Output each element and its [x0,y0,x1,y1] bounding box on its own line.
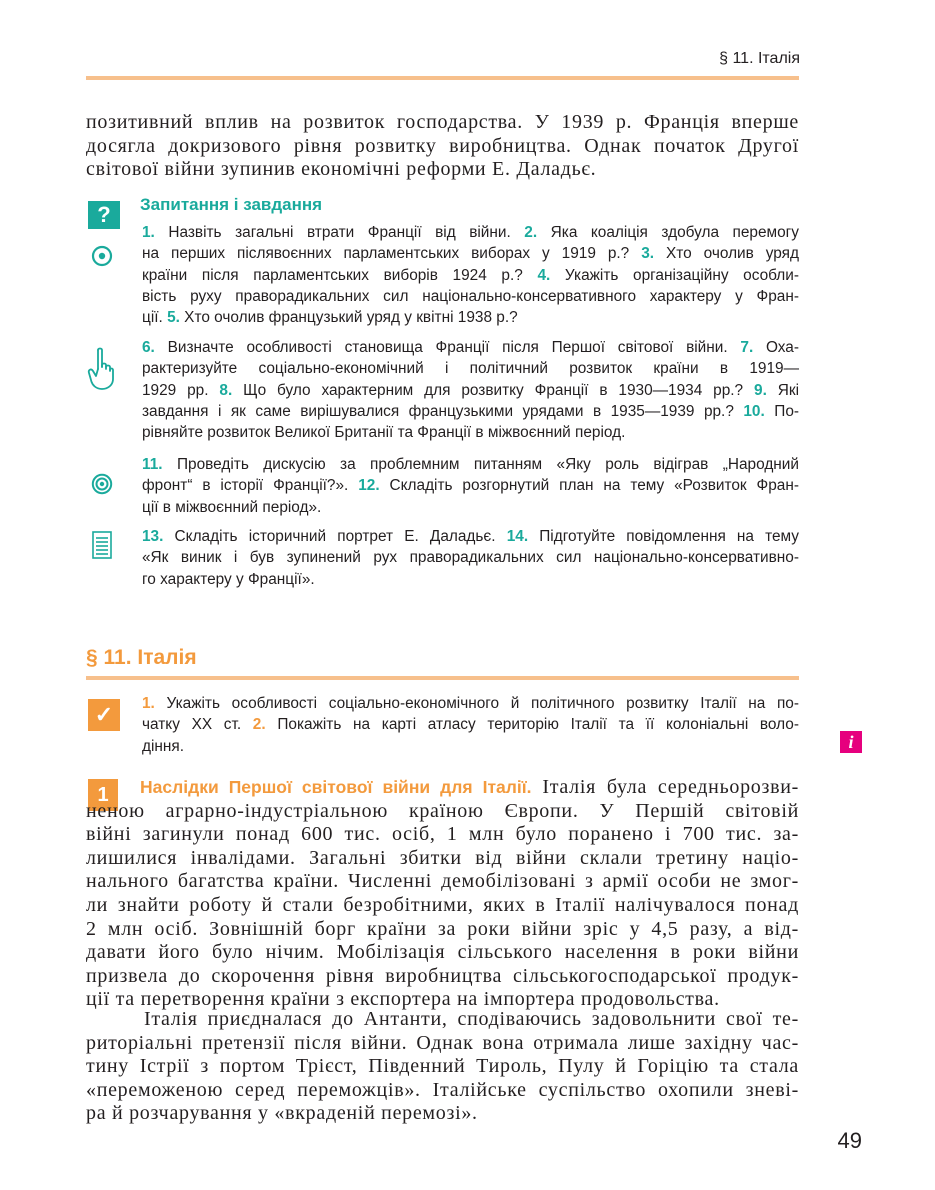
text-line: ції та перетворення країни з експортера на імпортера продовольства. [86,988,720,1011]
section-rule [86,676,799,680]
question-text: чатку XX ст. [142,716,253,734]
question-line [142,401,799,422]
question-line [142,475,799,496]
question-line [142,526,799,547]
question-text: Укажіть особливості соціально-економічного й політичного розвитку Італії на по- [154,695,799,712]
page-number: 49 [837,1128,862,1153]
point-title: Наслідки Першої світової війни для Італії. [140,777,532,797]
questions-block-4 [142,526,799,590]
question-number: 6. [142,339,155,356]
question-line [142,714,799,735]
question-line [142,736,799,757]
question-text: країни після парламентських виборів 1924 р.? [142,266,538,284]
question-text: фронт“ в історії Франції?». [142,477,359,495]
question-line [142,307,799,328]
question-text: вість руху праворадикальних сил національно-консервативного характеру у Фран- [142,287,799,305]
question-number: 2. [524,224,538,241]
question-text: ції. [142,309,168,327]
question-number: 2. [252,716,266,734]
text-line: Італія приєдналася до Антанти, сподіваючись задовольнити свої те- [144,1008,799,1030]
question-text: рівняйте розвиток Великої Британії та Франції в міжвоєнний період. [142,424,626,442]
text-line: неною аграрно-індустріальною країною Європи. У Першій світовій [86,799,799,822]
question-text: 1929 рр. [142,381,220,399]
question-number: 12. [358,477,380,495]
text-line: світової війни зупинив економічні реформи Е. Даладьє. [86,158,597,181]
pre-questions [142,693,799,757]
question-line [142,454,799,475]
questions-block-1 [142,222,799,328]
target-dot-icon [90,244,114,268]
question-text: Яка коаліція здобула перемогу [537,224,799,241]
question-line [142,422,799,443]
question-text: Покажіть на карті атласу територію Італії та її колоніальні воло- [265,716,799,734]
question-text: Хто очолив французький уряд у квітні 1938 р.? [179,309,518,327]
question-text: го характеру у Франції». [142,570,315,588]
question-number: 5. [167,309,180,327]
question-number: 9. [754,381,767,399]
question-text: Назвіть загальні втрати Франції від війни. [154,224,525,241]
concentric-circle-icon [90,472,114,496]
question-number: 4. [537,266,551,284]
text-line: давати його було нічим. Мобілізація сільського населення в роки війни [86,941,799,964]
point-first-line-rest: Італія була середньорозви- [531,776,800,798]
questions-heading: Запитання і завдання [140,195,323,214]
question-line [142,569,799,590]
question-number: 3. [641,245,655,263]
question-text: Хто очолив уряд [654,245,800,263]
question-text: рактеризуйте соціально-економічний і політичний розвиток країни в 1919— [142,360,799,378]
question-text: Які [766,381,800,399]
section-paragraph-2 [86,1008,799,1126]
running-head: § 11. Італія [719,50,800,67]
question-text: завдання і як саме вирішувалися французькими урядами в 1935—1939 рр.? [142,402,744,420]
questions-block-2 [142,337,799,443]
question-line [142,337,799,358]
question-number: 14. [506,528,529,545]
question-line [142,243,799,264]
check-icon: ✓ [88,699,120,731]
question-line [142,693,799,714]
question-number: 7. [740,339,754,356]
question-line [142,222,799,243]
question-number: 11. [142,456,163,473]
text-line: тину Істрії з портом Трієст, Південний Тироль, Пулу й Горіцію та стала [86,1055,799,1078]
text-line: ра й розчарування у «вкраденій перемозі». [86,1102,478,1125]
question-line [142,380,799,401]
question-text: Проведіть дискусію за проблемним питанням «Яку роль відіграв „Народний [162,456,799,473]
question-text: По- [764,402,799,420]
question-text: на перших післявоєнних парламентських виборах у 1919 р.? [142,245,642,263]
point-number-badge: 1 [88,779,118,811]
text-line: лишилися інвалідами. Загальні збитки від війни склали третину націо- [86,846,799,869]
question-mark-icon: ? [88,201,120,229]
question-text: ції в міжвоєнний період». [142,498,322,516]
question-text: Укажіть організаційну особли- [550,266,799,284]
question-number: 8. [219,381,233,399]
question-number: 13. [142,528,164,545]
question-text: Оха- [753,339,799,356]
question-line [142,358,799,379]
text-line: призвела до скорочення рівня виробництва сільськогосподарської продук- [86,964,799,987]
question-line [142,497,799,518]
info-icon[interactable]: i [840,731,862,753]
question-text: Визначте особливості становища Франції після Першої світової війни. [154,339,741,356]
question-text: Підготуйте повідомлення на тему [528,528,799,545]
question-number: 1. [142,695,155,712]
hand-point-icon [86,346,116,392]
header-rule [86,76,799,80]
text-line: позитивний вплив на розвиток господарства. У 1939 р. Франція вперше [86,111,799,133]
question-text: Що було характерним для розвитку Франції в 1930—1934 рр.? [232,381,755,399]
text-line: 2 млн осіб. Зовнішній борг країни за роки війни зріс у 4,5 разу, а від- [86,917,799,940]
text-line: «переможеною серед переможців». Італійське суспільство охопили зневі- [86,1078,799,1101]
text-line: війні загинули понад 600 тис. осіб, 1 млн було поранено і 700 тис. за- [86,823,799,846]
intro-paragraph [86,111,799,182]
question-text: Складіть розгорнутий план на тему «Розвиток Фран- [379,477,799,495]
question-number: 1. [142,224,155,241]
section-title: § 11. Італія [86,646,197,669]
question-line [142,286,799,307]
question-text: Складіть історичний портрет Е. Даладьє. [163,528,507,545]
question-number: 10. [743,402,765,420]
text-line: досягла докризового рівня розвитку виробництва. Однак початок Другої [86,134,799,157]
text-line: нального багатства країни. Численні демобілізовані з армії особи не змог- [86,870,799,893]
point-first-line [86,776,799,800]
section-paragraph-1 [86,776,799,1012]
question-line [142,265,799,286]
questions-block-3 [142,454,799,518]
text-line: ли знайти роботу й стали безробітними, яких в Італії налічувалося понад [86,893,799,916]
question-text: «Як виник і був зупинений рух праворадикальних сил національно-консервативно- [142,549,799,567]
question-text: діння. [142,737,185,755]
question-line [142,547,799,568]
text-line: риторіальні претензії після війни. Однак вона отримала лише західну час- [86,1031,799,1054]
document-lines-icon [91,530,113,560]
